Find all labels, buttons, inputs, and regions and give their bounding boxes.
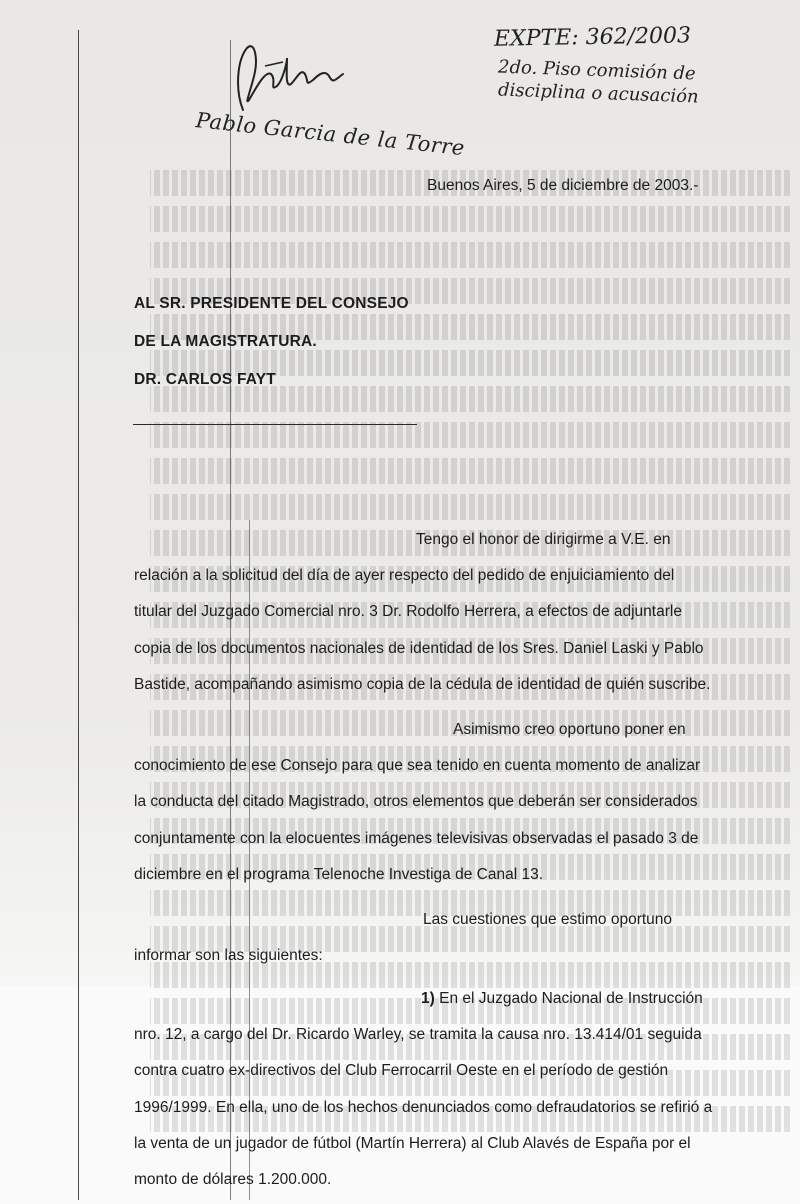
margin-line [78,30,79,1200]
paragraph-line: Bastide, acompañando asimismo copia de la cédula de identidad de quién suscribe. [134,675,711,693]
signature-rule [133,424,417,425]
paragraph-line: conocimiento de ese Consejo para que sea tenido en cuenta momento de analizar [134,757,701,775]
recipient-line: DE LA MAGISTRATURA. [134,333,317,350]
paragraph-line: diciembre en el programa Telenoche Investiga de Canal 13. [134,865,543,883]
paragraph-line: 1996/1999. En ella, uno de los hechos denunciados como defraudatorios se refirió a [134,1098,713,1116]
paragraph-line: la conducta del citado Magistrado, otros elementos que deberán ser considerados [134,793,698,811]
handwritten-name: Pablo Garcia de la Torre [194,108,466,161]
recipient-line: AL SR. PRESIDENTE DEL CONSEJO [134,295,409,312]
item-text: En el Juzgado Nacional de Instrucción [439,990,703,1007]
paragraph-line: informar son las siguientes: [134,947,323,965]
handwritten-note: 2do. Piso comisión de [497,56,696,85]
paragraph-line: conjuntamente con la elocuentes imágenes televisivas observadas el pasado 3 de [134,829,699,847]
paragraph-line: nro. 12, a cargo del Dr. Ricardo Warley, se tramita la causa nro. 13.414/01 seguida [134,1026,702,1044]
handwritten-note: disciplina o acusación [497,79,699,108]
handwritten-signature [225,40,350,120]
paragraph-line: la venta de un jugador de fútbol (Martín Herrera) al Club Alavés de España por el [134,1134,691,1152]
paragraph-line: contra cuatro ex-directivos del Club Ferrocarril Oeste en el período de gestión [134,1062,669,1080]
paragraph-line: copia de los documentos nacionales de identidad de los Sres. Daniel Laski y Pablo [134,639,704,657]
paragraph-line: monto de dólares 1.200.000. [134,1171,332,1189]
paragraph-line: Asimismo creo oportuno poner en [453,721,686,738]
paragraph [134,902,740,974]
letter-date: Buenos Aires, 5 de diciembre de 2003.- [427,177,699,194]
recipient-line: DR. CARLOS FAYT [134,371,276,388]
paragraph-line: relación a la solicitud del día de ayer respecto del pedido de enjuiciamiento del [134,567,675,585]
item-number: 1) [421,990,435,1007]
paragraph-line: titular del Juzgado Comercial nro. 3 Dr. Rodolfo Herrera, a efectos de adjuntarle [134,603,682,621]
paragraph-line: Tengo el honor de dirigirme a V.E. en [416,531,671,548]
paragraph [134,522,740,703]
numbered-item [134,981,740,1198]
paragraph-line [134,981,740,1017]
handwritten-file-number: EXPTE: 362/2003 [493,23,692,52]
paragraph-line: Las cuestiones que estimo oportuno [423,911,673,928]
paragraph [134,712,740,893]
